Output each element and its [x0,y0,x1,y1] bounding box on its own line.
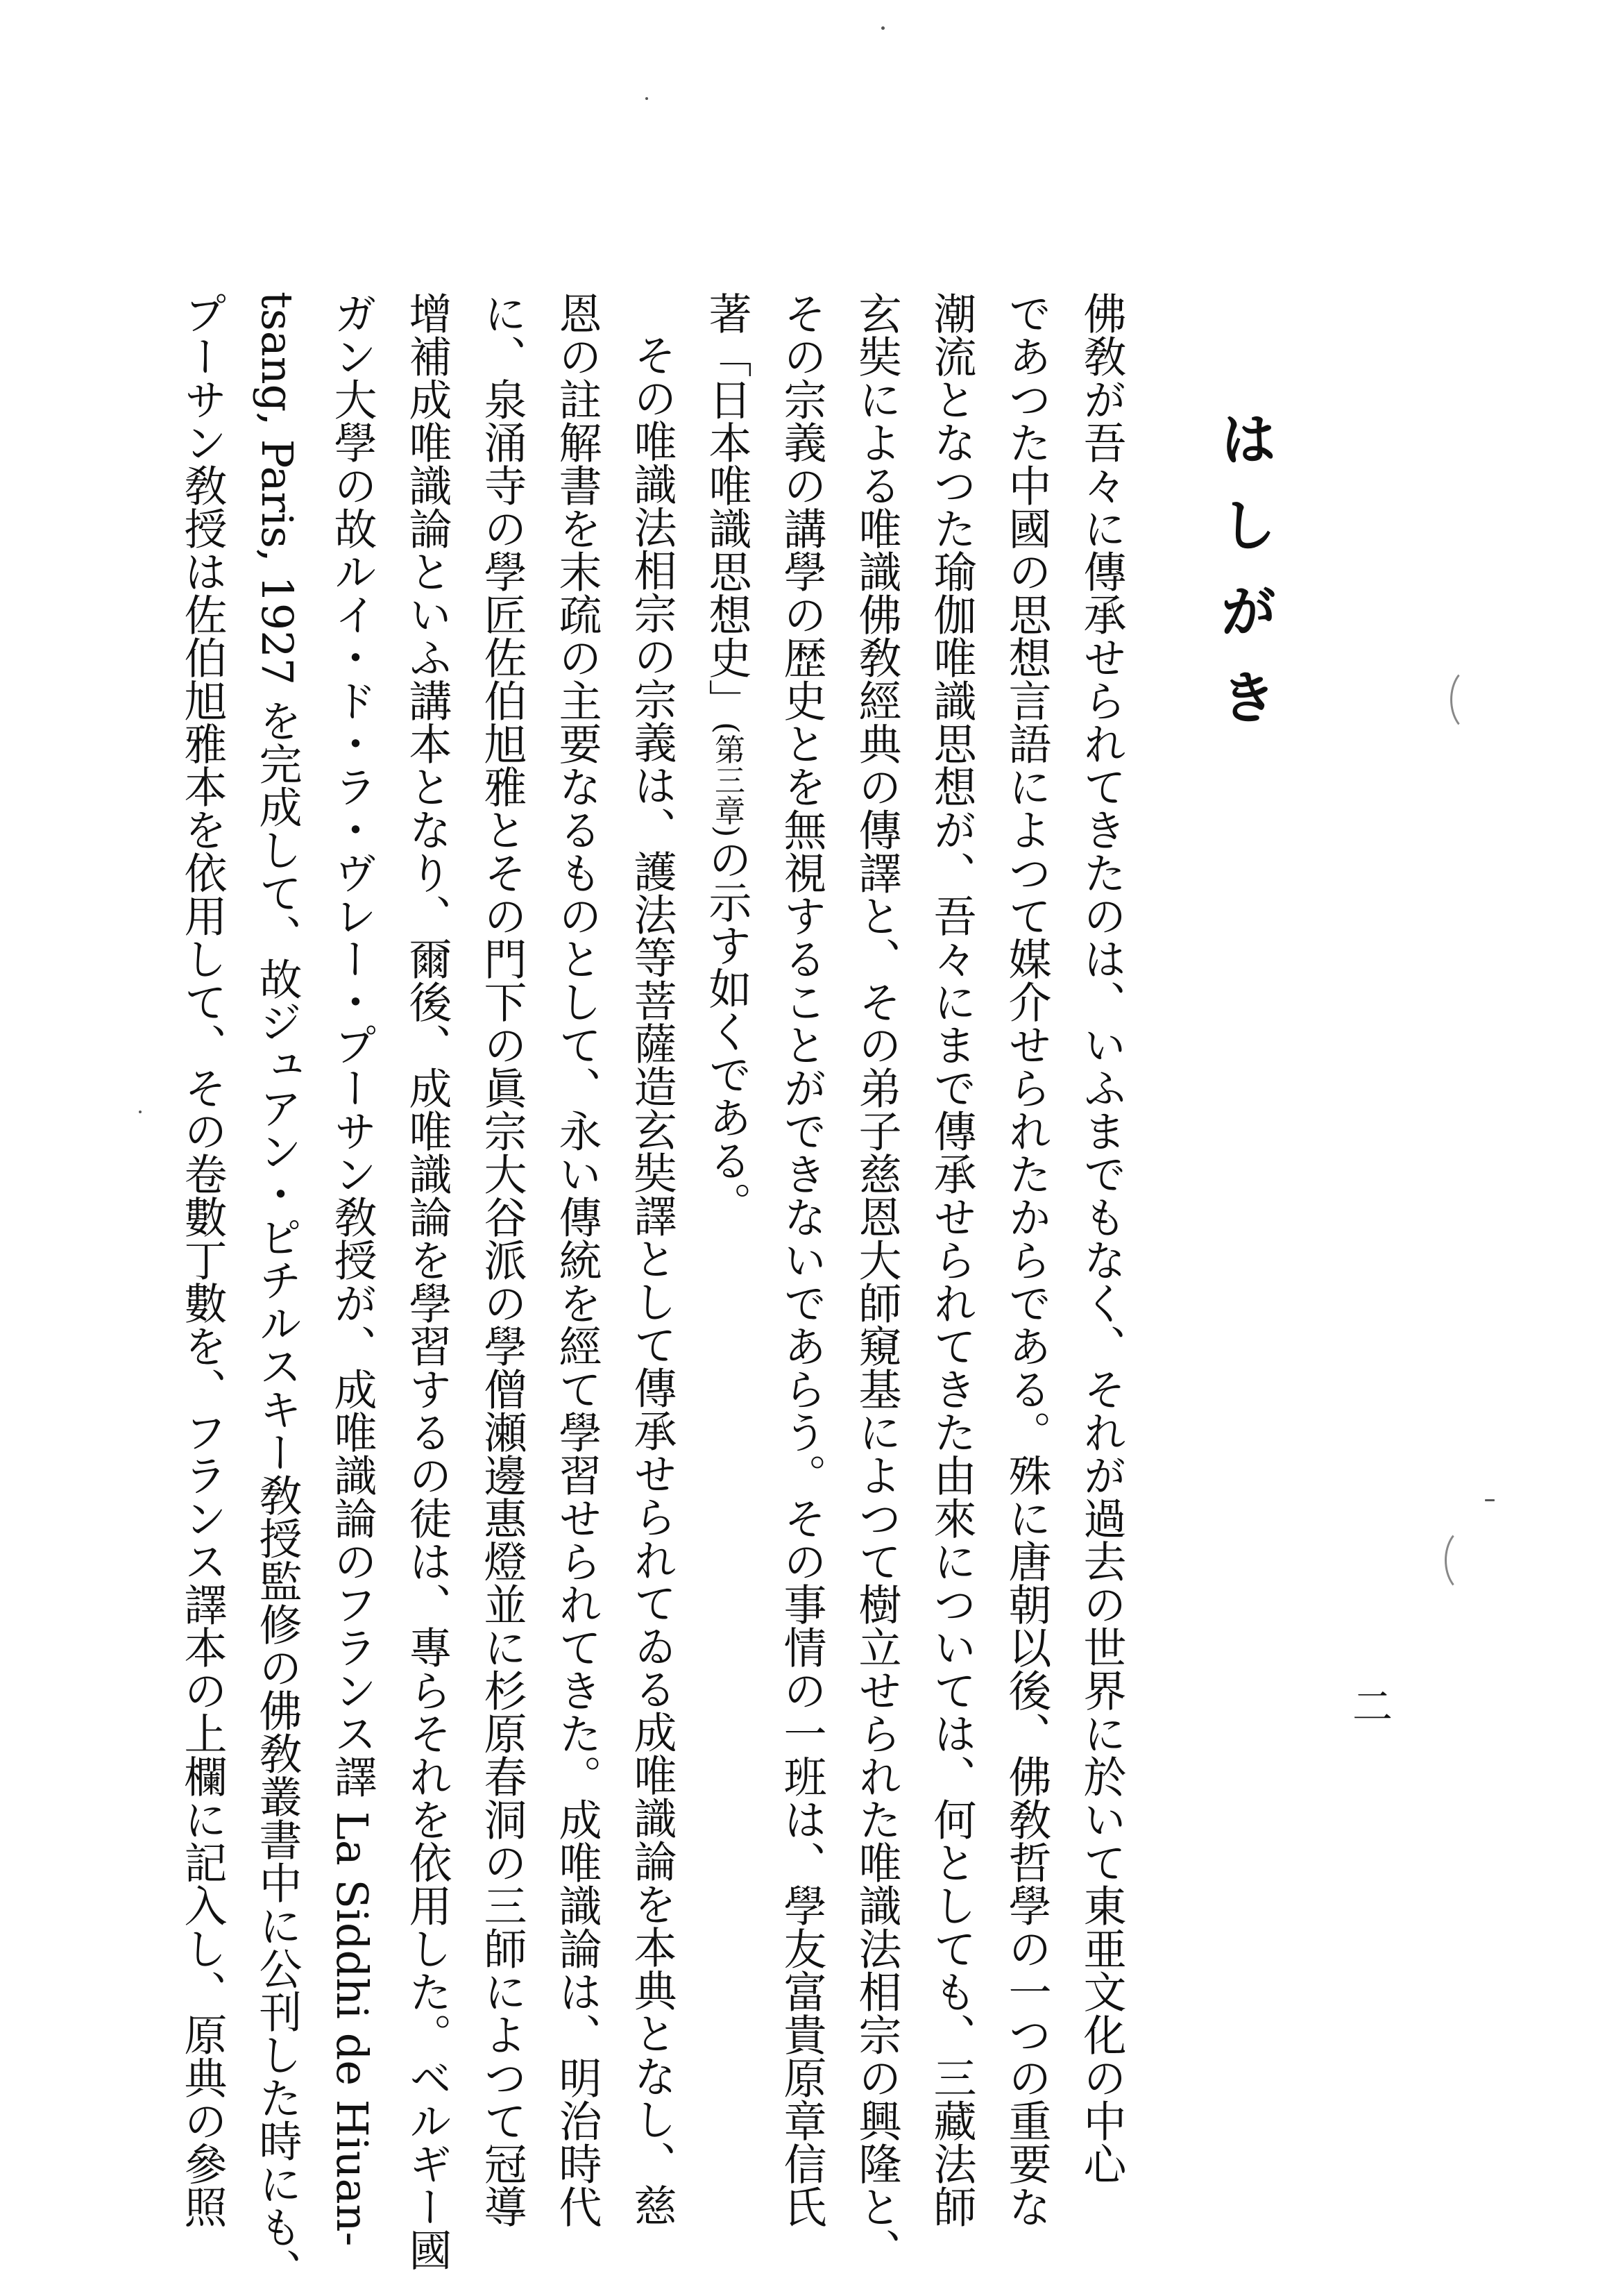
text-column-5: その宗義の講學の歴史とを無視することができないであらう。その事情の一班は、學友富貴原章信氏 [776,292,827,2228]
scan-mark-arc [1445,1527,1490,1594]
text-column-13: プーサン敎授は佐伯旭雅本を依用して、その卷數丁數を、フランス譯本の上欄に記入し、原典の參照 [177,292,228,2228]
scan-speck [881,26,885,30]
text-column-4: 玄奘による唯識佛敎經典の傳譯と、その弟子慈恩大師窺基によつて樹立せられた唯識法相宗の興隆と、 [851,292,902,2271]
text-column-3: 潮流となつた瑜伽唯識思想が、吾々にまで傳承せられてきた由來については、何としても、三藏法師 [926,292,977,2228]
scan-mark-arc [1450,666,1496,733]
text-column-1: 佛敎が吾々に傳承せられてきたのは、いふまでもなく、それが過去の世界に於いて東亜文化の中心 [1076,292,1127,2185]
text-column-7: その唯識法相宗の宗義は、護法等菩薩造玄奘譯として傳承せられてゐる成唯識論を本典となし、慈 [627,333,677,2227]
text-column-6-tail: の示す如くである。 [702,837,752,1225]
text-column-10: 增補成唯識論といふ講本となり、爾後、成唯識論を學習するの徒は、專らそれを依用した。ベルギー國 [402,292,452,2271]
page-number: 二 [1345,1685,1393,1725]
page-title: はしがき [1211,410,1277,754]
text-column-11: ガン大學の故ルイ・ド・ラ・ヴレー・プーサン敎授が、成唯識論のフランス譯 La Siddhi de Hiuan- [327,292,377,2247]
scan-speck [1485,1499,1495,1501]
chapter-note: (第三章) [709,722,745,838]
text-column-9: に、泉涌寺の學匠佐伯旭雅とその門下の眞宗大谷派の學僧瀬邊惠燈並に杉原春洞の三師によつて冠導 [477,292,527,2228]
text-column-6 [702,292,752,2124]
text-column-8: 恩の註解書を末疏の主要なるものとして、永い傳統を經て學習せられてきた。成唯識論は、明治時代 [552,292,602,2228]
text-column-12: tsang, Paris, 1927 を完成して、故ジュアン・ピチルスキー敎授監修の佛敎叢書中に公刊した時にも、 [252,292,303,2291]
text-column-6-main: 著「日本唯識思想史」 [702,292,752,722]
scan-speck [645,97,648,100]
text-column-2: であつた中國の思想言語によつて媒介せられたからである。殊に唐朝以後、佛敎哲學の一つの重要な [1001,292,1052,2228]
scan-speck [139,1111,142,1113]
